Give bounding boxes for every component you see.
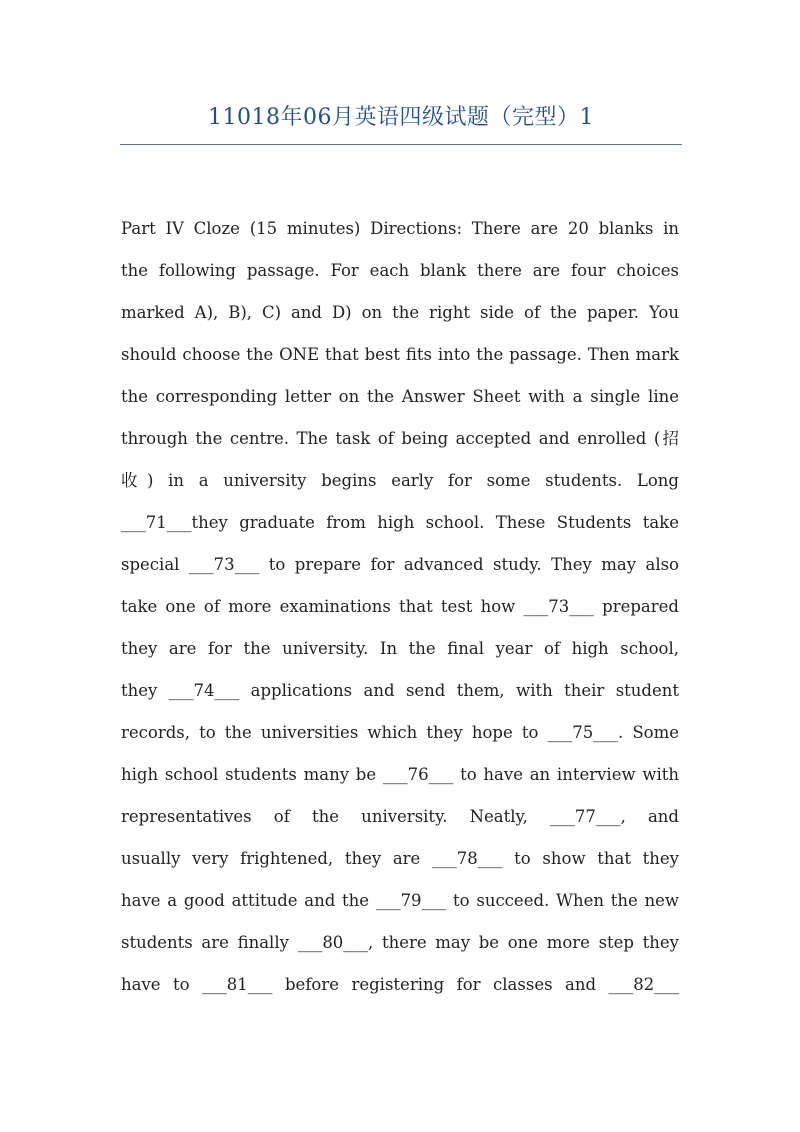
passage-line: usually very frightened, they are ___78___ to show that they xyxy=(121,849,679,868)
passage-line: ___71___they graduate from high school. These Students take xyxy=(121,513,679,532)
passage-line: the corresponding letter on the Answer Sheet with a single line xyxy=(121,387,679,406)
passage-line: the following passage. For each blank there are four choices xyxy=(121,261,679,280)
passage-line: high school students many be ___76___ to have an interview with xyxy=(121,765,679,784)
passage-line: students are finally ___80___, there may be one more step they xyxy=(121,933,679,952)
passage-body xyxy=(121,208,679,1006)
passage-line: have a good attitude and the ___79___ to succeed. When the new xyxy=(121,891,679,910)
passage-line: should choose the ONE that best fits into the passage. Then mark xyxy=(121,345,679,364)
passage-line: have to ___81___ before registering for classes and ___82___ xyxy=(121,975,679,994)
passage-line: they ___74___ applications and send them, with their student xyxy=(121,681,679,700)
passage-line: marked A), B), C) and D) on the right side of the paper. You xyxy=(121,303,679,322)
passage-line: they are for the university. In the final year of high school, xyxy=(121,639,679,658)
title-divider xyxy=(120,144,682,145)
passage-line: representatives of the university. Neatly, ___77___, and xyxy=(121,807,679,826)
passage-line: 收) in a university begins early for some students. Long xyxy=(121,471,679,490)
passage-line: Part IV Cloze (15 minutes) Directions: There are 20 blanks in xyxy=(121,219,679,238)
page-title: 11018年06月英语四级试题（完型）1 xyxy=(208,105,594,130)
passage-line: through the centre. The task of being accepted and enrolled (招 xyxy=(121,429,679,448)
passage-line: special ___73___ to prepare for advanced study. They may also xyxy=(121,555,679,574)
passage-line: records, to the universities which they hope to ___75___. Some xyxy=(121,723,679,742)
passage-line: take one of more examinations that test how ___73___ prepared xyxy=(121,597,679,616)
